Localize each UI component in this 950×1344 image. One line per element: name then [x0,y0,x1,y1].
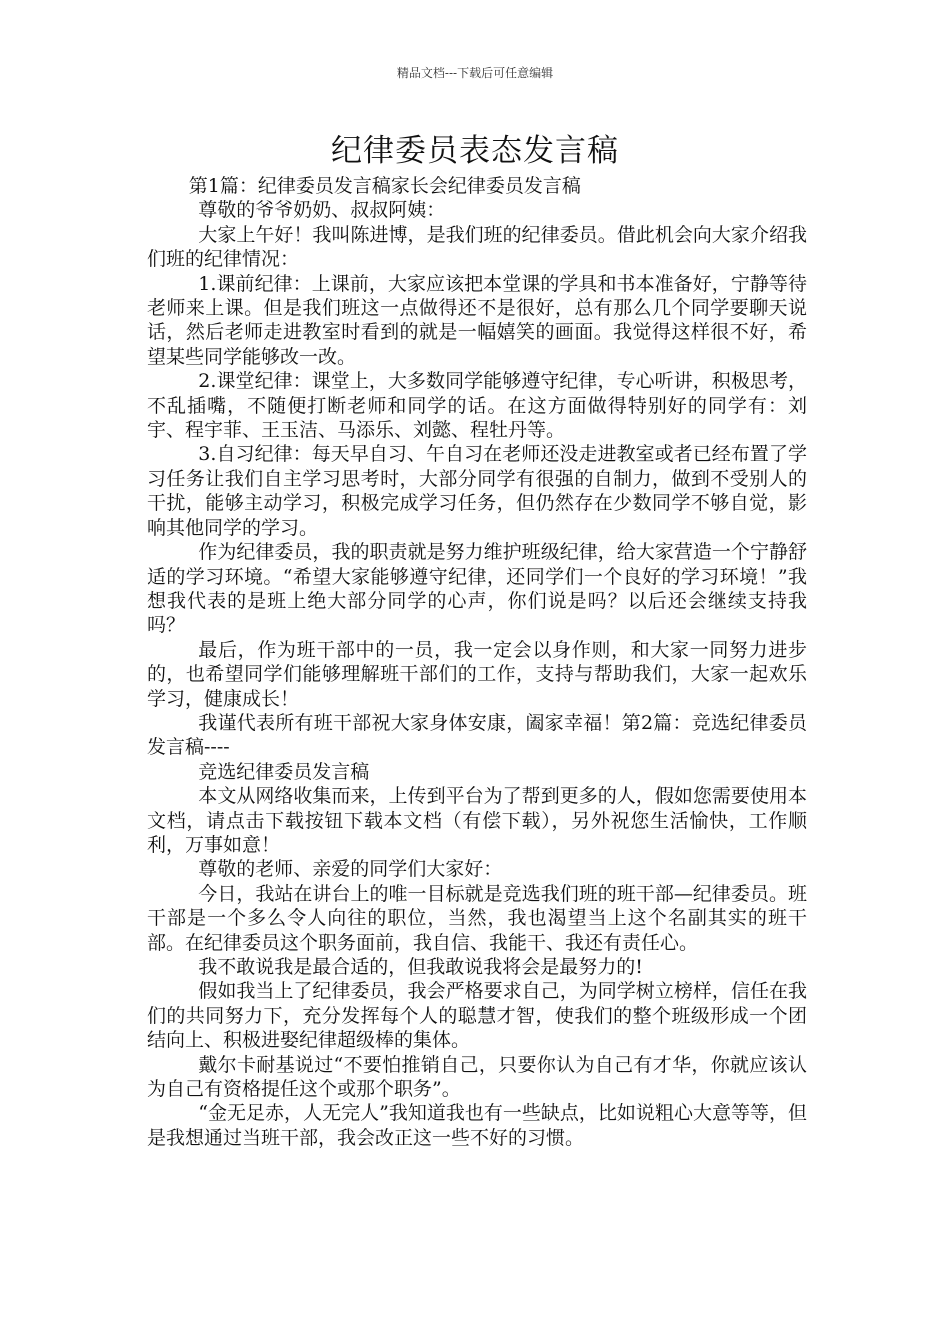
paragraph: “金无足赤，人无完人”我知道我也有一些缺点，比如说粗心大意等等，但是我想通过当班干部，我会改正这一些不好的习惯。 [147,1102,807,1149]
paragraph: 最后，作为班干部中的一员，我一定会以身作则，和大家一同努力进步的，也希望同学们能够理解班干部们的工作，支持与帮助我们，大家一起欢乐学习，健康成长！ [147,638,807,710]
paragraph: 我不敢说我是最合适的，但我敢说我将会是最努力的! [198,956,643,978]
paragraph: 本文从网络收集而来，上传到平台为了帮到更多的人，假如您需要使用本文档，请点击下载按钮下载本文档（有偿下载），另外祝您生活愉快，工作顺利，万事如意！ [147,785,807,856]
paragraph: 作为纪律委员，我的职责就是努力维护班级纪律，给大家营造一个宁静舒适的学习环境。“希望大家能够遵守纪律，还同学们一个良好的学习环境！”我想我代表的是班上绝大部分同学的心声，你们说是吗？以后还会继续支持我吗？ [147,541,807,637]
paragraph: 戴尔卡耐基说过“不要怕推销自己，只要你认为自己有才华，你就应该认为自己有资格提任这个或那个职务”。 [147,1053,807,1101]
paragraph: 1.课前纪律：上课前，大家应该把本堂课的学具和书本准备好，宁静等待老师来上课。但是我们班这一点做得还不是很好，总有那么几个同学要聊天说话，然后老师走进教室时看到的就是一幅嬉笑的画面。我觉得这样很不好，希望某些同学能够改一改。 [147,272,807,368]
page-header: 精品文档---下载后可任意编辑 [396,66,554,80]
paragraph: 尊敬的老师、亲爱的同学们大家好： [198,858,503,881]
paragraph: 3.自习纪律：每天早自习、午自习在老师还没走进教室或者已经布置了学习任务让我们自主学习思考时，大部分同学有很强的自制力，做到不受别人的干扰，能够主动学习，积极完成学习任务，但仍然存在少数同学不够自觉，影响其他同学的学习。 [147,443,807,539]
section-heading-1: 第1篇：纪律委员发言稿家长会纪律委员发言稿 [188,175,581,197]
paragraph: 今日，我站在讲台上的唯一目标就是竞选我们班的班干部—纪律委员。班干部是一个多么令人向往的职位，当然，我也渴望当上这个名副其实的班干部。在纪律委员这个职务面前，我自信、我能干、我还有责任心。 [147,882,807,954]
paragraph: 我谨代表所有班干部祝大家身体安康，阖家幸福！第2篇：竞选纪律委员发言稿---- [147,711,807,759]
paragraph: 尊敬的爷爷奶奶、叔叔阿姨： [198,199,446,222]
document-title: 纪律委员表态发言稿 [331,133,619,169]
paragraph: 假如我当上了纪律委员，我会严格要求自己，为同学树立榜样，信任在我们的共同努力下，充分发挥每个人的聪慧才智，使我们的整个班级形成一个团结向上、积极进娶纪律超级棒的集体。 [147,980,807,1052]
paragraph: 竞选纪律委员发言稿 [198,760,370,783]
paragraph: 大家上午好！我叫陈进博，是我们班的纪律委员。借此机会向大家介绍我们班的纪律情况： [147,223,807,271]
paragraph: 2.课堂纪律：课堂上，大多数同学能够遵守纪律，专心听讲，积极思考，不乱插嘴，不随便打断老师和同学的话。在这方面做得特别好的同学有：刘宇、程宇菲、王玉洁、马添乐、刘懿、程牡丹等。 [147,370,807,442]
document-body [147,174,807,1150]
